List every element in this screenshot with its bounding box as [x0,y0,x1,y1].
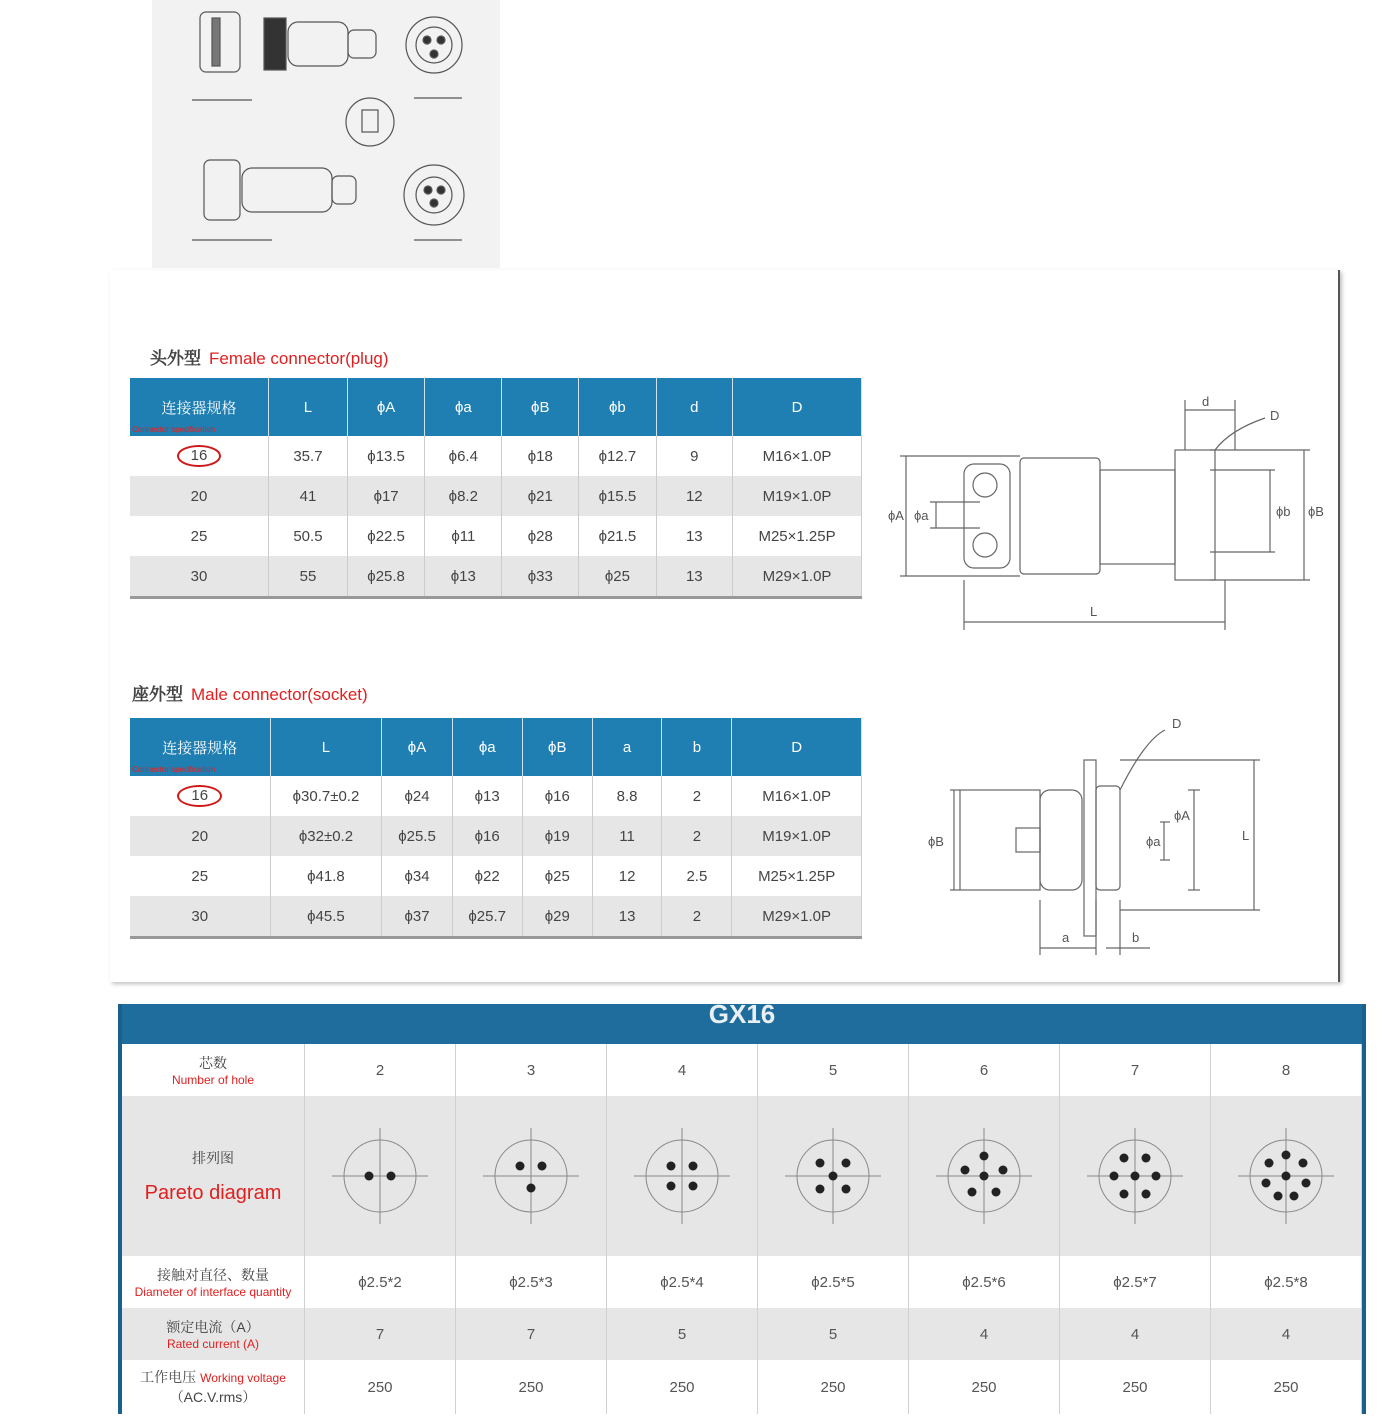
diameter-row [122,1256,1362,1308]
table-cell: 41 [268,476,347,516]
pin-diagram-4 [607,1096,758,1256]
current-cell: 7 [456,1308,607,1360]
pin-diagram-7 [1060,1096,1211,1256]
table-cell: 12 [656,476,733,516]
table-cell: ϕ29 [522,896,592,938]
diameter-cell: ϕ2.5*7 [1060,1256,1211,1308]
header-col: D [733,378,862,436]
table-cell: M19×1.0P [733,476,862,516]
hole-count: 7 [1060,1044,1211,1096]
pattern-row [122,1096,1362,1256]
table-cell: ϕ16 [522,776,592,816]
table-cell: M25×1.25P [732,856,862,896]
male-section-title [132,680,368,705]
spec-card [110,270,1340,982]
header-col: ϕB [502,378,579,436]
dim-L-label: L [1242,828,1250,843]
header-col: ϕa [425,378,502,436]
voltage-cell: 250 [1060,1360,1211,1414]
pin-diagram-3 [456,1096,607,1256]
dim-a-label: a [1062,930,1070,945]
table-cell: 2 [662,776,732,816]
pin-diagram-2 [305,1096,456,1256]
dim-A-label: ϕA [888,508,904,523]
table-header-row [130,378,862,436]
dim-B-label: ϕB [928,834,944,849]
voltage-cell: 250 [456,1360,607,1414]
table-cell: ϕ21 [502,476,579,516]
table-cell: 25 [130,856,270,896]
table-cell: ϕ30.7±0.2 [270,776,382,816]
table-cell: ϕ22.5 [347,516,424,556]
table-cell: 13 [656,516,733,556]
male-title-zh: 座外型 [132,685,183,704]
gx16-grid [122,1044,1362,1414]
holes-row [122,1044,1362,1096]
voltage-cell: 250 [607,1360,758,1414]
table-cell: M16×1.0P [732,776,862,816]
female-title-zh: 头外型 [150,349,201,368]
hole-count: 5 [758,1044,909,1096]
table-cell: 25 [130,516,268,556]
dim-b-label: b [1132,930,1140,945]
table-cell: 12 [592,856,662,896]
table-cell: ϕ25.7 [452,896,522,938]
hole-count: 2 [305,1044,456,1096]
table-cell: 20 [130,476,268,516]
current-cell: 4 [1060,1308,1211,1360]
table-cell: 8.8 [592,776,662,816]
voltage-row [122,1360,1362,1414]
table-row [130,556,862,598]
diameter-cell: ϕ2.5*8 [1211,1256,1362,1308]
header-col: ϕA [347,378,424,436]
table-cell: M29×1.0P [733,556,862,598]
table-row [130,856,862,896]
table-row [130,816,862,856]
table-cell: ϕ25 [522,856,592,896]
table-cell: ϕ13 [425,556,502,598]
header-connector: 连接器规格 Connector specification [130,378,268,436]
pin-diagram-8 [1211,1096,1362,1256]
table-cell: ϕ28 [502,516,579,556]
current-cell: 5 [607,1308,758,1360]
table-cell: ϕ16 [452,816,522,856]
table-cell: 30 [130,556,268,598]
voltage-cell: 250 [1211,1360,1362,1414]
dim-b-label: ϕb [1276,504,1291,519]
table-cell: ϕ33 [502,556,579,598]
current-cell: 4 [909,1308,1060,1360]
hole-count: 6 [909,1044,1060,1096]
table-row [130,436,862,476]
dim-A-label: ϕA [1174,808,1190,823]
voltage-row-label: 工作电压 Working voltage （AC.V.rms） [122,1360,305,1414]
table-cell: ϕ41.8 [270,856,382,896]
table-cell: ϕ18 [502,436,579,476]
table-cell: M19×1.0P [732,816,862,856]
table-cell: ϕ25.8 [347,556,424,598]
table-cell: ϕ19 [522,816,592,856]
dim-a-phi-label: ϕa [1146,834,1161,849]
table-cell: ϕ25 [579,556,656,598]
dim-d-label: d [1202,394,1210,409]
voltage-cell: 250 [909,1360,1060,1414]
table-cell: ϕ12.7 [579,436,656,476]
voltage-cell: 250 [758,1360,909,1414]
diameter-cell: ϕ2.5*3 [456,1256,607,1308]
female-connector-diagram [880,390,1324,640]
header-col: ϕA [382,718,452,776]
diameter-cell: ϕ2.5*5 [758,1256,909,1308]
header-col: D [732,718,862,776]
table-cell: M16×1.0P [733,436,862,476]
header-col: L [268,378,347,436]
table-cell: ϕ45.5 [270,896,382,938]
highlighted-size: 16 [177,785,222,807]
table-cell: ϕ24 [382,776,452,816]
table-cell: 30 [130,896,270,938]
header-col: ϕb [579,378,656,436]
header-col: a [592,718,662,776]
table-cell: ϕ13 [452,776,522,816]
header-connector: 连接器规格 Connector specification [130,718,270,776]
dim-D-label: D [1270,408,1280,423]
male-connector-diagram [920,710,1280,960]
table-cell: 9 [656,436,733,476]
female-section-title [150,344,389,369]
male-spec-table [130,718,862,939]
table-header-row [130,718,862,776]
table-cell: 2.5 [662,856,732,896]
table-cell: ϕ37 [382,896,452,938]
dim-B-label: ϕB [1308,504,1324,519]
female-spec-table [130,378,862,599]
dim-L-label: L [1090,604,1098,619]
table-cell: 20 [130,816,270,856]
table-cell: ϕ17 [347,476,424,516]
diameter-row-label: 接触对直径、数量 Diameter of interface quantity [122,1256,305,1308]
table-cell: ϕ25.5 [382,816,452,856]
header-col: L [270,718,382,776]
table-cell: 55 [268,556,347,598]
table-cell: ϕ13.5 [347,436,424,476]
table-cell: 11 [592,816,662,856]
header-col: d [656,378,733,436]
table-cell: M25×1.25P [733,516,862,556]
table-cell: M29×1.0P [732,896,862,938]
voltage-cell: 250 [305,1360,456,1414]
table-cell: 2 [662,896,732,938]
pin-diagram-5 [758,1096,909,1256]
gx16-title: GX16 [122,1004,1362,1044]
current-cell: 7 [305,1308,456,1360]
current-row [122,1308,1362,1360]
table-cell: 2 [662,816,732,856]
table-cell: 13 [656,556,733,598]
hole-count: 3 [456,1044,607,1096]
header-col: b [662,718,732,776]
current-cell: 4 [1211,1308,1362,1360]
hole-count: 8 [1211,1044,1362,1096]
male-title-en: Male connector(socket) [191,685,368,704]
product-drawing-photo [152,0,500,268]
gx16-pin-table [118,999,1366,1414]
pin-diagram-6 [909,1096,1060,1256]
table-cell: ϕ11 [425,516,502,556]
header-col: ϕa [452,718,522,776]
table-row [130,476,862,516]
highlighted-size: 16 [177,445,222,467]
table-cell: ϕ6.4 [425,436,502,476]
diameter-cell: ϕ2.5*2 [305,1256,456,1308]
female-title-en: Female connector(plug) [209,349,389,368]
table-row [130,516,862,556]
current-row-label: 额定电流（A） Rated current (A) [122,1308,305,1360]
table-cell: ϕ22 [452,856,522,896]
table-cell: ϕ21.5 [579,516,656,556]
holes-row-label: 芯数 Number of hole [122,1044,305,1096]
table-cell: ϕ8.2 [425,476,502,516]
table-cell: 13 [592,896,662,938]
hole-count: 4 [607,1044,758,1096]
dim-D-label: D [1172,716,1182,731]
table-cell: 35.7 [268,436,347,476]
pattern-row-label: 排列图 Pareto diagram [122,1096,305,1256]
diameter-cell: ϕ2.5*4 [607,1256,758,1308]
table-cell: 50.5 [268,516,347,556]
header-col: ϕB [522,718,592,776]
diameter-cell: ϕ2.5*6 [909,1256,1060,1308]
dim-a-label: ϕa [914,508,929,523]
table-row [130,896,862,938]
table-cell: ϕ15.5 [579,476,656,516]
table-row [130,776,862,816]
table-cell: ϕ32±0.2 [270,816,382,856]
table-cell: ϕ34 [382,856,452,896]
current-cell: 5 [758,1308,909,1360]
